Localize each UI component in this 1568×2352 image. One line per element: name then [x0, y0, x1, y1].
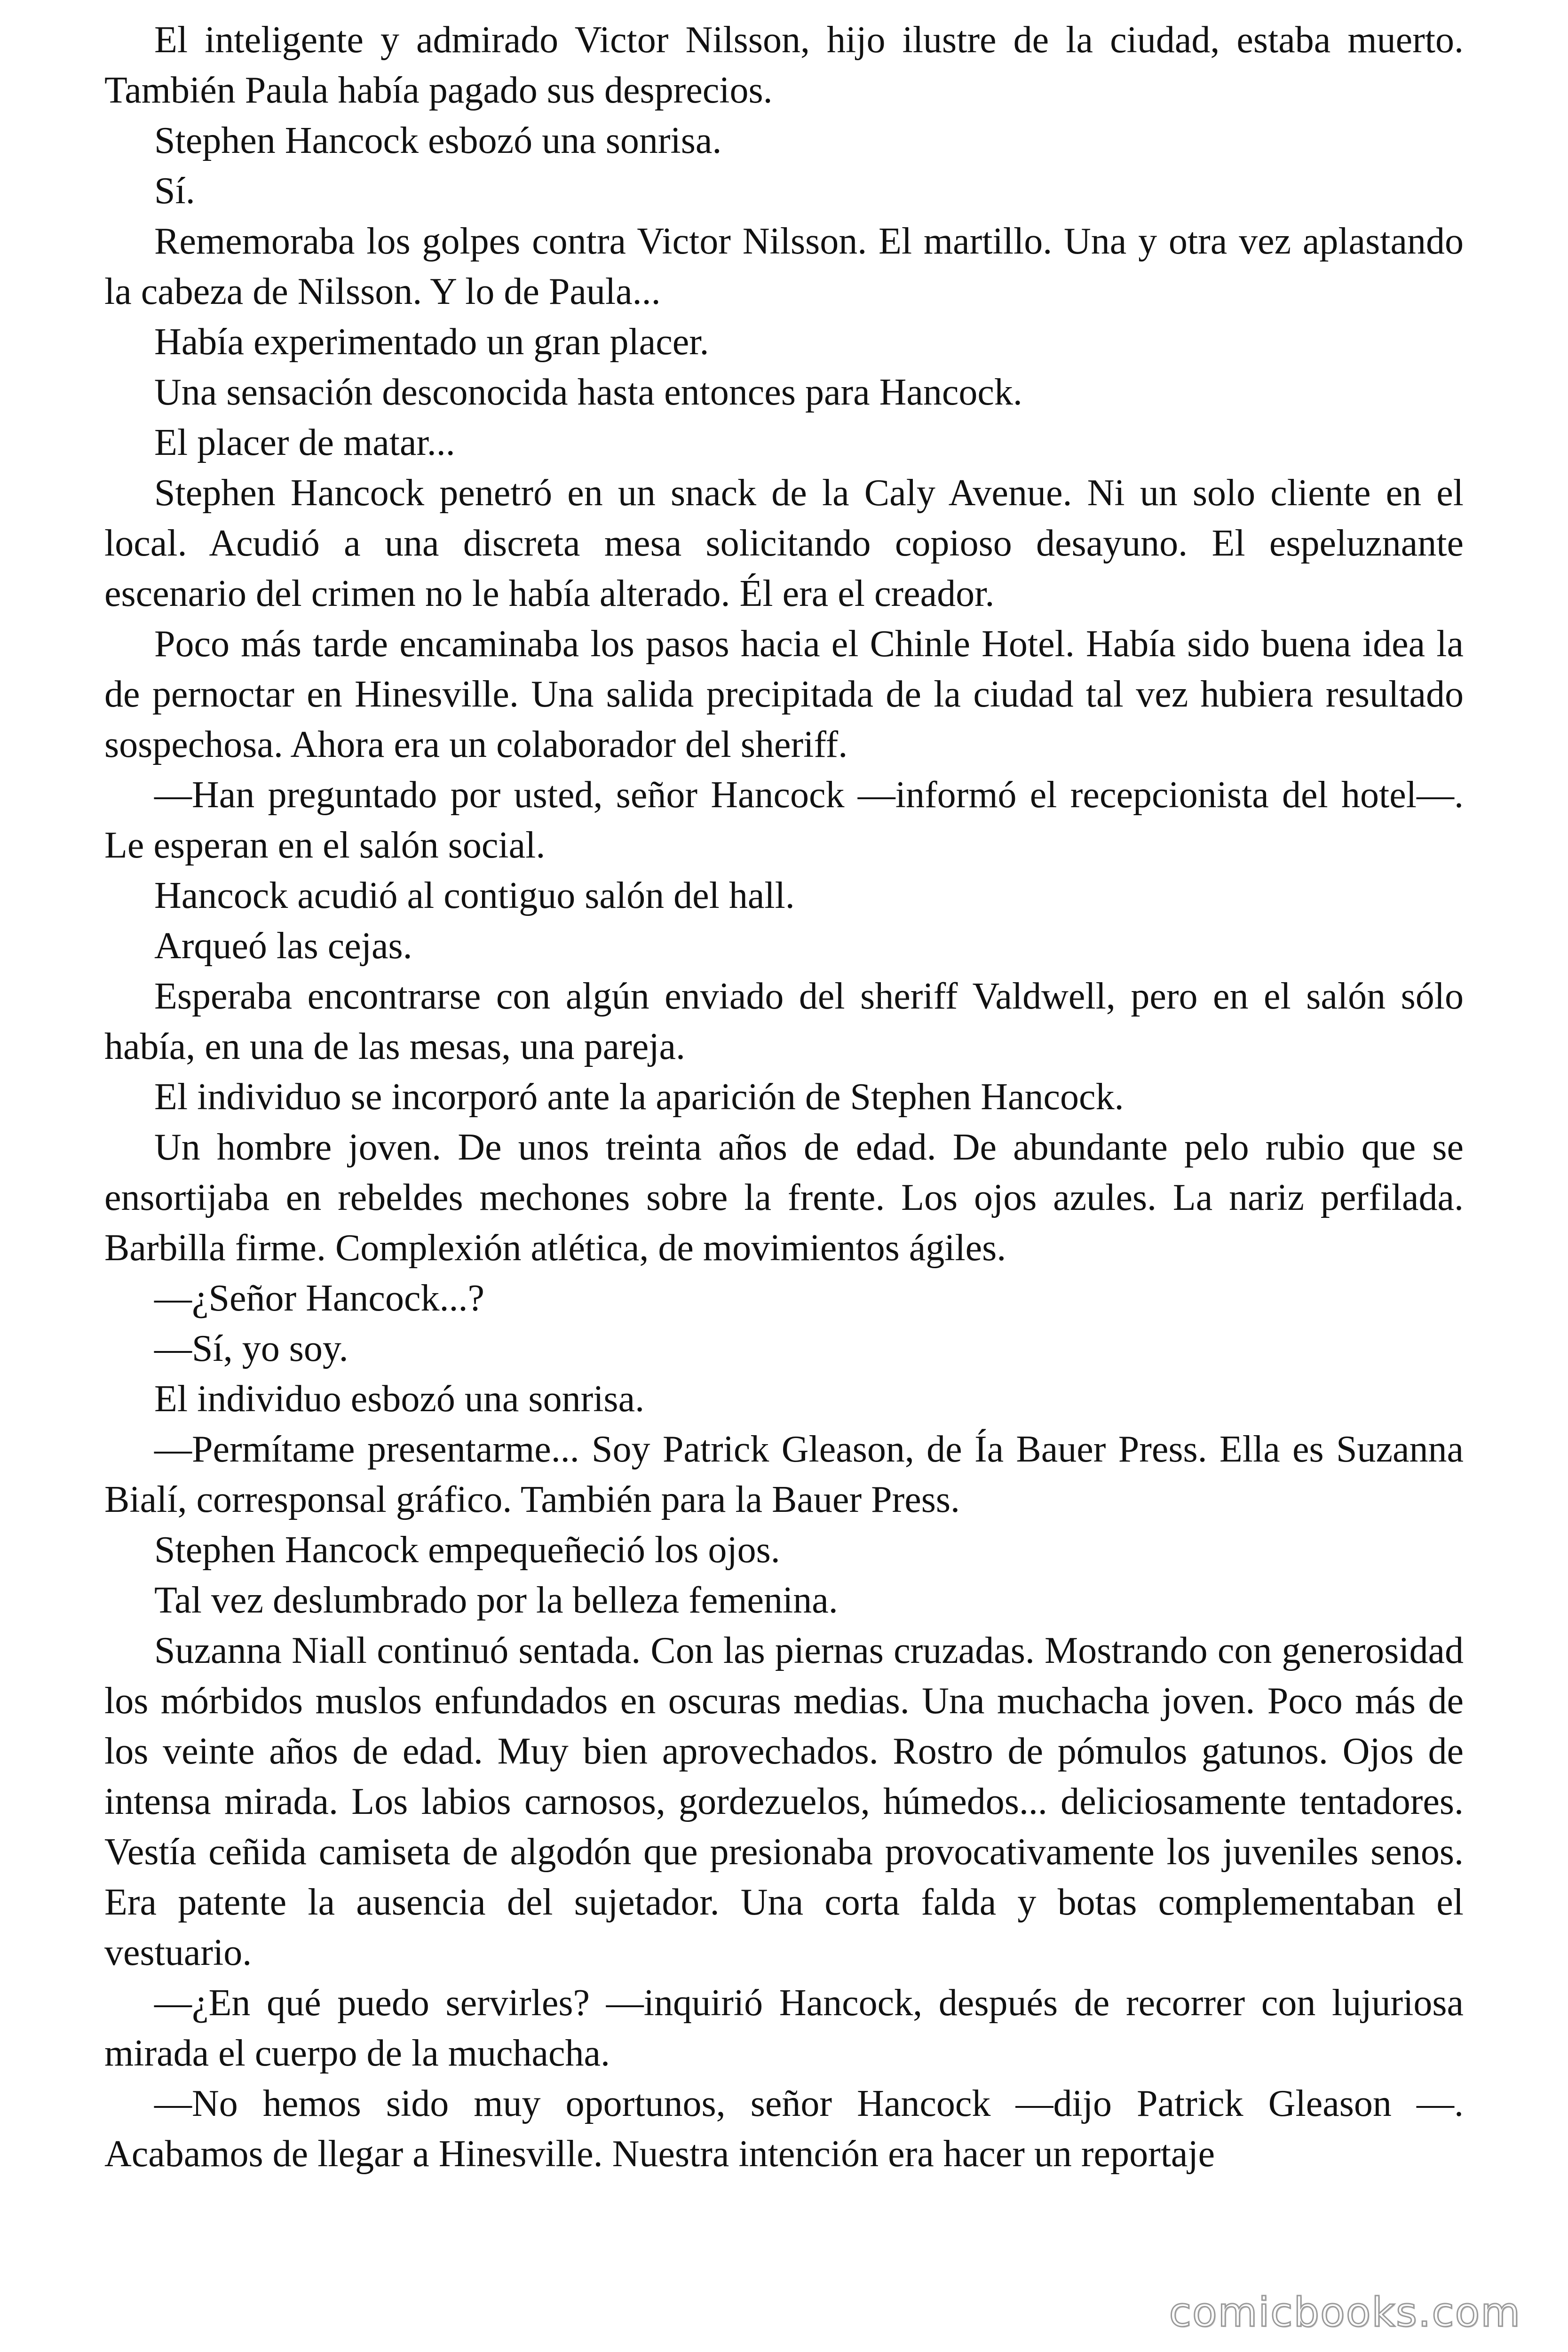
page-text — [104, 15, 1464, 2179]
paragraph: Poco más tarde encaminaba los pasos hacia el Chinle Hotel. Había sido buena idea la de pernoctar en Hinesville. Una salida precipitada de la ciudad tal vez hubiera resultado sospechosa. Ahora era un colaborador del sheriff. — [104, 623, 1464, 765]
paragraph: El individuo se incorporó ante la aparición de Stephen Hancock. — [154, 1076, 1124, 1118]
paragraph: El individuo esbozó una sonrisa. — [154, 1378, 645, 1420]
paragraph: Una sensación desconocida hasta entonces para Hancock. — [154, 372, 1022, 413]
paragraph: Arqueó las cejas. — [154, 925, 412, 967]
paragraph: Suzanna Niall continuó sentada. Con las piernas cruzadas. Mostrando con generosidad los mórbidos muslos enfundados en oscuras medias. Una muchacha joven. Poco más de los veinte años de edad. Muy bien aprovechados. Rostro de pómulos gatunos. Ojos de intensa mirada. Los labios carnosos, gordezuelos, húmedos... deliciosamente tentadores. Vestía ceñida camiseta de algodón que presionaba provocativamente los juveniles senos. Era patente la ausencia del sujetador. Una corta falda y botas complementaban el vestuario. — [104, 1630, 1464, 1973]
paragraph: El placer de matar... — [154, 422, 455, 463]
watermark: comicbooks.com — [1169, 2289, 1521, 2336]
paragraph: Esperaba encontrarse con algún enviado del sheriff Valdwell, pero en el salón sólo había, en una de las mesas, una pareja. — [104, 976, 1464, 1067]
paragraph: Stephen Hancock empequeñeció los ojos. — [154, 1529, 780, 1571]
paragraph: Sí. — [154, 170, 195, 212]
paragraph: Stephen Hancock esbozó una sonrisa. — [154, 120, 722, 161]
paragraph: Hancock acudió al contiguo salón del hall. — [154, 875, 795, 916]
paragraph: Había experimentado un gran placer. — [154, 321, 709, 363]
paragraph: —¿En qué puedo servirles? —inquirió Hancock, después de recorrer con lujuriosa mirada el cuerpo de la muchacha. — [104, 1982, 1464, 2074]
paragraph: —Sí, yo soy. — [154, 1328, 348, 1369]
paragraph: Stephen Hancock penetró en un snack de la Caly Avenue. Ni un solo cliente en el local. Acudió a una discreta mesa solicitando copioso desayuno. El espeluznante escenario del crimen no le había alterado. Él era el creador. — [104, 472, 1464, 614]
paragraph: El inteligente y admirado Victor Nilsson, hijo ilustre de la ciudad, estaba muerto. También Paula había pagado sus desprecios. — [104, 19, 1464, 111]
paragraph: Un hombre joven. De unos treinta años de edad. De abundante pelo rubio que se ensortijaba en rebeldes mechones sobre la frente. Los ojos azules. La nariz perfilada. Barbilla firme. Complexión atlética, de movimientos ágiles. — [104, 1127, 1464, 1269]
paragraph: —¿Señor Hancock...? — [154, 1278, 484, 1319]
paragraph: —No hemos sido muy oportunos, señor Hancock —dijo Patrick Gleason —. Acabamos de llegar a Hinesville. Nuestra intención era hacer un reportaje — [104, 2083, 1464, 2175]
paragraph: —Permítame presentarme... Soy Patrick Gleason, de Ía Bauer Press. Ella es Suzanna Bialí, corresponsal gráfico. También para la Bauer Press. — [104, 1429, 1464, 1520]
paragraph: —Han preguntado por usted, señor Hancock —informó el recepcionista del hotel—. Le esperan en el salón social. — [104, 774, 1464, 866]
paragraph: Tal vez deslumbrado por la belleza femenina. — [154, 1580, 838, 1621]
paragraph: Rememoraba los golpes contra Victor Nilsson. El martillo. Una y otra vez aplastando la cabeza de Nilsson. Y lo de Paula... — [104, 221, 1464, 312]
